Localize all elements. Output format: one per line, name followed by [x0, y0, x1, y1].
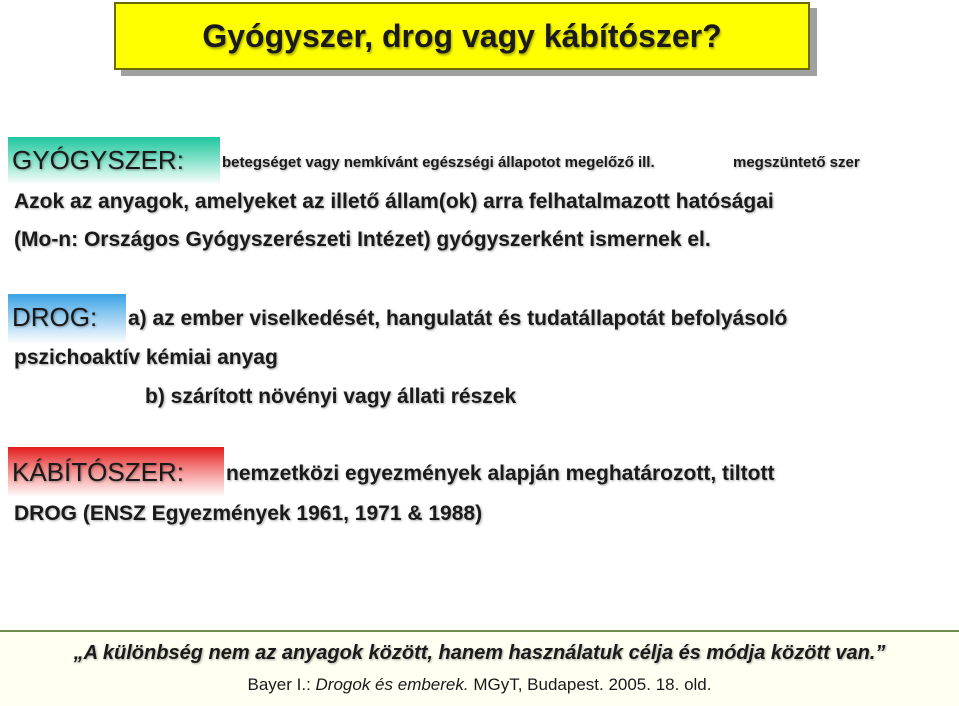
gyogyszer-label-text: GYÓGYSZER: [12, 145, 184, 175]
gyogyszer-label [8, 137, 220, 185]
gyogyszer-note-b: megszüntető szer [733, 154, 860, 171]
kabitoszer-label [8, 447, 224, 497]
footer-citation [0, 675, 959, 695]
kabitoszer-label-text: KÁBÍTÓSZER: [12, 457, 184, 487]
title-box [114, 2, 810, 70]
drog-label [8, 294, 126, 344]
drog-definition-a: a) az ember viselkedését, hangulatát és tudatállapotát befolyásoló [128, 307, 788, 330]
drog-definition-a-cont: pszichoaktív kémiai anyag [14, 346, 278, 369]
kabitoszer-definition-line2: DROG (ENSZ Egyezmények 1961, 1971 & 1988) [14, 502, 483, 525]
page-title: Gyógyszer, drog vagy kábítószer? [202, 17, 722, 54]
citation-author: Bayer I.: [247, 675, 316, 694]
citation-book-title: Drogok és emberek. [315, 675, 469, 694]
gyogyszer-note-a: betegséget vagy nemkívánt egészségi állapotot megelőző ill. [222, 154, 655, 171]
drog-label-text: DROG: [12, 302, 98, 332]
gyogyszer-definition-line1: Azok az anyagok, amelyeket az illető állam(ok) arra felhatalmazott hatóságai [14, 190, 774, 213]
drog-definition-b: b) szárított növényi vagy állati részek [145, 385, 517, 408]
gyogyszer-definition-line2: (Mo-n: Országos Gyógyszerészeti Intézet) gyógyszerként ismernek el. [14, 228, 711, 251]
footer-quote: „A különbség nem az anyagok között, hanem használatuk célja és módja között van.” [73, 642, 886, 664]
citation-publisher: MGyT, Budapest. 2005. 18. old. [468, 675, 712, 694]
kabitoszer-definition-line1: nemzetközi egyezmények alapján meghatározott, tiltott [226, 462, 775, 485]
